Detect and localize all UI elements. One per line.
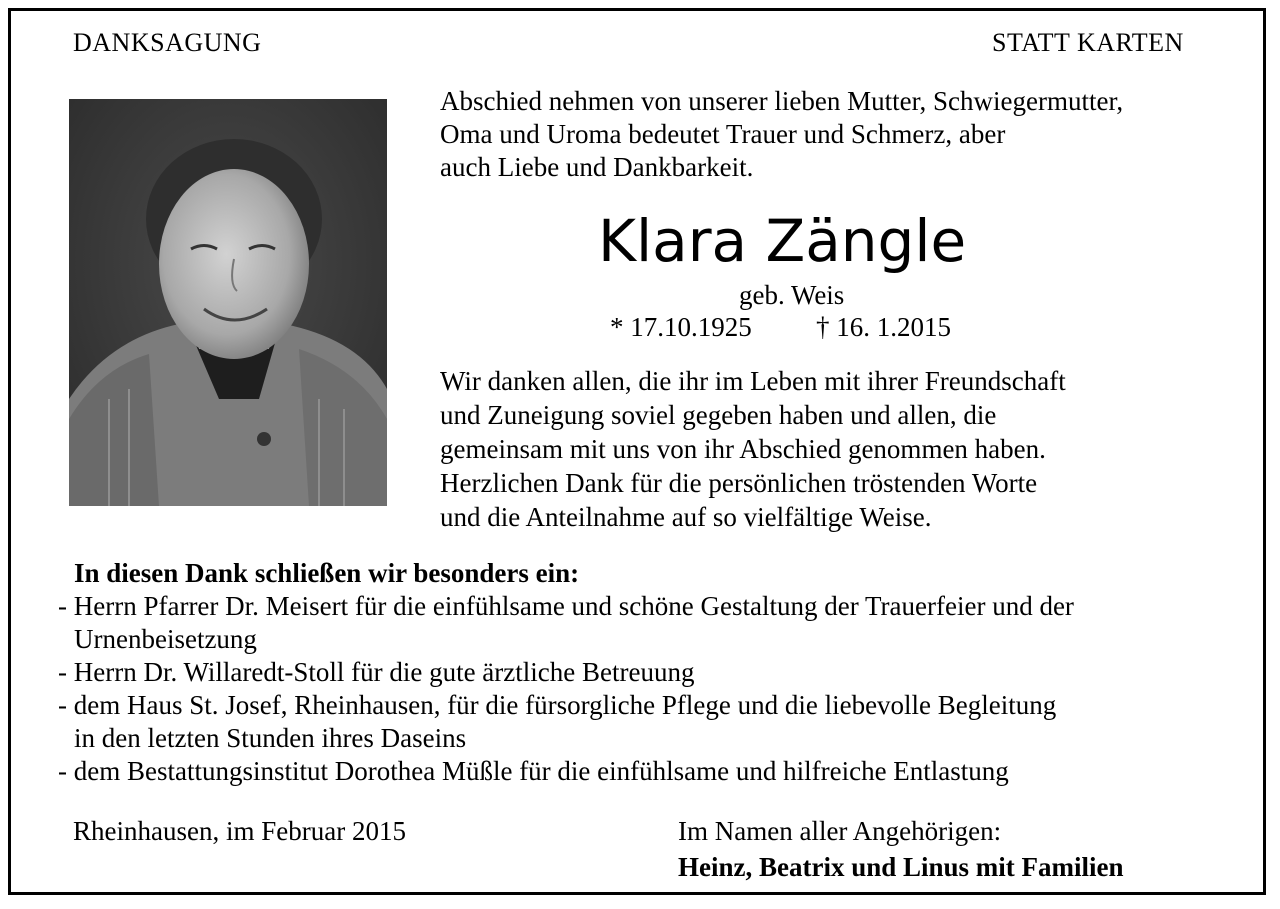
maiden-name: geb. Weis [739, 280, 845, 310]
death-date: † 16. 1.2015 [816, 312, 951, 342]
thanks-line-4: Herzlichen Dank für die persönlichen tröstenden Worte [440, 468, 1038, 498]
place-and-date: Rheinhausen, im Februar 2015 [73, 816, 406, 846]
birth-date: * 17.10.1925 [610, 312, 752, 342]
thanks-line-1: Wir danken allen, die ihr im Leben mit ihrer Freundschaft [440, 366, 1066, 396]
header-right: STATT KARTEN [992, 28, 1184, 57]
intro-line-2: Oma und Uroma bedeutet Trauer und Schmerz, aber [440, 119, 1006, 149]
thanks-line-2: und Zuneigung soviel gegeben haben und allen, die [440, 400, 997, 430]
special-thanks-item-3: - dem Haus St. Josef, Rheinhausen, für die fürsorgliche Pflege und die liebevolle Begleitung [58, 690, 1057, 720]
intro-line-3: auch Liebe und Dankbarkeit. [440, 152, 754, 182]
special-thanks-item-2: - Herrn Dr. Willaredt-Stoll für die gute ärztliche Betreuung [58, 657, 695, 687]
portrait-photo [69, 99, 387, 506]
portrait-image [69, 99, 387, 506]
deceased-name: Klara Zängle [598, 207, 967, 275]
on-behalf-label: Im Namen aller Angehörigen: [678, 816, 1002, 846]
header-left: DANKSAGUNG [73, 28, 262, 57]
thanks-line-3: gemeinsam mit uns von ihr Abschied genommen haben. [440, 434, 1046, 464]
special-thanks-heading: In diesen Dank schließen wir besonders ein: [74, 558, 580, 588]
special-thanks-item-1-cont: Urnenbeisetzung [74, 624, 257, 654]
intro-line-1: Abschied nehmen von unserer lieben Mutter, Schwiegermutter, [440, 86, 1124, 116]
special-thanks-item-4: - dem Bestattungsinstitut Dorothea Müßle für die einfühlsame und hilfreiche Entlastung [58, 756, 1009, 786]
family-signature: Heinz, Beatrix und Linus mit Familien [678, 852, 1124, 882]
special-thanks-item-1: - Herrn Pfarrer Dr. Meisert für die einfühlsame und schöne Gestaltung der Trauerfeier und der [58, 591, 1074, 621]
thanks-line-5: und die Anteilnahme auf so vielfältige Weise. [440, 502, 932, 532]
special-thanks-item-3-cont: in den letzten Stunden ihres Daseins [74, 723, 467, 753]
